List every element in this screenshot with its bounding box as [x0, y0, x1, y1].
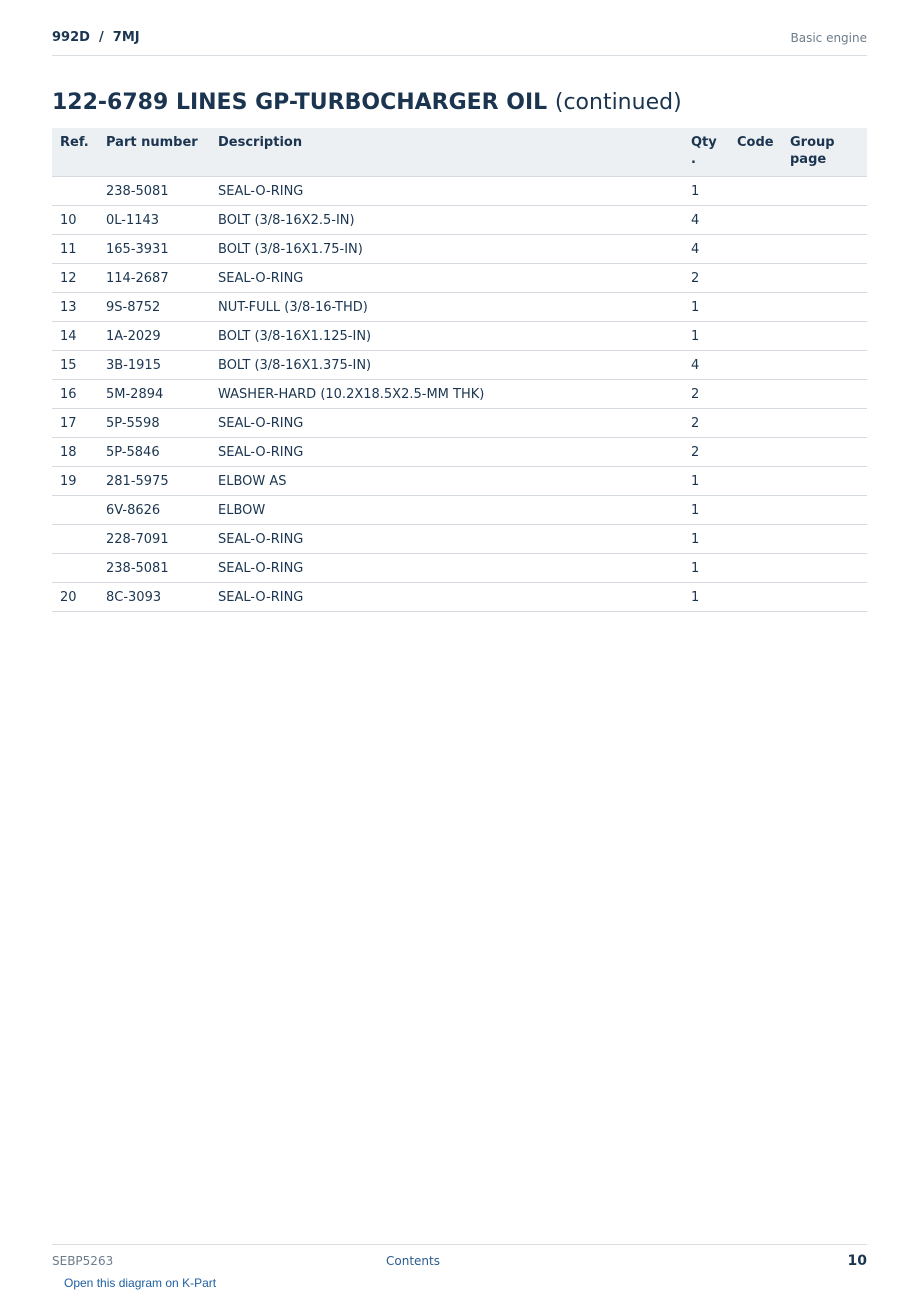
description-cell: BOLT (3/8-16X1.75-IN)	[210, 235, 683, 264]
description-cell: SEAL-O-RING	[210, 583, 683, 612]
qty-cell: 1	[683, 177, 729, 206]
group-page-cell	[782, 351, 867, 380]
col-header-group-page	[782, 128, 867, 177]
qty-header-line-2: .	[691, 152, 696, 167]
code-cell	[729, 554, 782, 583]
description-cell: BOLT (3/8-16X1.375-IN)	[210, 351, 683, 380]
table-row	[52, 525, 867, 554]
code-cell	[729, 409, 782, 438]
ref-cell: 15	[52, 351, 98, 380]
code-cell	[729, 467, 782, 496]
col-header-part-number: Part number	[98, 128, 210, 177]
page-number: 10	[847, 1253, 867, 1269]
parts-table-header	[52, 128, 867, 177]
contents-link[interactable]: Contents	[386, 1254, 440, 1268]
model-label: 992D / 7MJ	[52, 30, 140, 45]
code-cell	[729, 322, 782, 351]
group-header-line-1: Group	[790, 135, 835, 150]
code-cell	[729, 235, 782, 264]
part-number-cell: 238-5081	[98, 554, 210, 583]
group-page-cell	[782, 380, 867, 409]
ref-cell: 12	[52, 264, 98, 293]
code-cell	[729, 525, 782, 554]
table-row	[52, 264, 867, 293]
description-cell: ELBOW AS	[210, 467, 683, 496]
group-page-cell	[782, 322, 867, 351]
header-row	[52, 128, 867, 177]
description-cell: SEAL-O-RING	[210, 177, 683, 206]
description-cell: SEAL-O-RING	[210, 525, 683, 554]
group-page-cell	[782, 583, 867, 612]
description-cell: SEAL-O-RING	[210, 554, 683, 583]
group-page-cell	[782, 525, 867, 554]
group-page-cell	[782, 206, 867, 235]
continued-label: (continued)	[554, 90, 682, 115]
description-cell: SEAL-O-RING	[210, 438, 683, 467]
page-footer	[52, 1244, 867, 1272]
table-row	[52, 351, 867, 380]
ref-cell: 20	[52, 583, 98, 612]
page-header	[52, 28, 867, 56]
col-header-code: Code	[729, 128, 782, 177]
part-number-cell: 0L-1143	[98, 206, 210, 235]
part-number-cell: 238-5081	[98, 177, 210, 206]
part-number-cell: 165-3931	[98, 235, 210, 264]
table-row	[52, 583, 867, 612]
parts-table-body	[52, 177, 867, 612]
qty-cell: 2	[683, 380, 729, 409]
col-header-ref: Ref.	[52, 128, 98, 177]
ref-cell	[52, 496, 98, 525]
table-row	[52, 177, 867, 206]
part-number-cell: 5M-2894	[98, 380, 210, 409]
open-in-kpart-link[interactable]: Open this diagram on K-Part	[64, 1276, 217, 1290]
table-row	[52, 293, 867, 322]
description-cell: SEAL-O-RING	[210, 409, 683, 438]
group-title: 122-6789 LINES GP-TURBOCHARGER OIL	[52, 90, 548, 115]
table-row	[52, 496, 867, 525]
ref-cell: 14	[52, 322, 98, 351]
qty-cell: 1	[683, 525, 729, 554]
code-cell	[729, 380, 782, 409]
code-cell	[729, 206, 782, 235]
description-cell: WASHER-HARD (10.2X18.5X2.5-MM THK)	[210, 380, 683, 409]
ref-cell: 10	[52, 206, 98, 235]
qty-cell: 2	[683, 264, 729, 293]
ref-cell: 17	[52, 409, 98, 438]
col-header-qty	[683, 128, 729, 177]
ref-cell: 19	[52, 467, 98, 496]
table-row	[52, 235, 867, 264]
table-row	[52, 380, 867, 409]
group-page-cell	[782, 438, 867, 467]
ref-cell: 13	[52, 293, 98, 322]
table-row	[52, 206, 867, 235]
description-cell: BOLT (3/8-16X2.5-IN)	[210, 206, 683, 235]
group-header-line-2: page	[790, 152, 827, 167]
qty-cell: 4	[683, 235, 729, 264]
description-cell: BOLT (3/8-16X1.125-IN)	[210, 322, 683, 351]
code-cell	[729, 264, 782, 293]
ref-cell	[52, 554, 98, 583]
part-number-cell: 1A-2029	[98, 322, 210, 351]
code-cell	[729, 177, 782, 206]
col-header-description: Description	[210, 128, 683, 177]
qty-cell: 2	[683, 438, 729, 467]
part-number-cell: 9S-8752	[98, 293, 210, 322]
qty-cell: 1	[683, 293, 729, 322]
part-number-cell: 114-2687	[98, 264, 210, 293]
ref-cell: 16	[52, 380, 98, 409]
code-cell	[729, 293, 782, 322]
qty-cell: 1	[683, 583, 729, 612]
qty-cell: 1	[683, 554, 729, 583]
qty-cell: 4	[683, 351, 729, 380]
group-page-cell	[782, 467, 867, 496]
group-page-cell	[782, 264, 867, 293]
code-cell	[729, 438, 782, 467]
group-page-cell	[782, 177, 867, 206]
section-name: Basic engine	[790, 31, 867, 45]
ref-cell: 11	[52, 235, 98, 264]
part-number-cell: 5P-5846	[98, 438, 210, 467]
code-cell	[729, 496, 782, 525]
table-row	[52, 322, 867, 351]
qty-cell: 1	[683, 496, 729, 525]
table-row	[52, 409, 867, 438]
part-number-cell: 281-5975	[98, 467, 210, 496]
group-page-cell	[782, 409, 867, 438]
page-title	[52, 90, 682, 115]
part-number-cell: 3B-1915	[98, 351, 210, 380]
code-cell	[729, 583, 782, 612]
group-page-cell	[782, 554, 867, 583]
ref-cell	[52, 525, 98, 554]
document-id: SEBP5263	[52, 1254, 114, 1268]
description-cell: ELBOW	[210, 496, 683, 525]
qty-cell: 4	[683, 206, 729, 235]
qty-cell: 2	[683, 409, 729, 438]
ref-cell: 18	[52, 438, 98, 467]
description-cell: SEAL-O-RING	[210, 264, 683, 293]
table-row	[52, 467, 867, 496]
group-page-cell	[782, 496, 867, 525]
group-page-cell	[782, 293, 867, 322]
part-number-cell: 5P-5598	[98, 409, 210, 438]
qty-cell: 1	[683, 322, 729, 351]
ref-cell	[52, 177, 98, 206]
table-row	[52, 554, 867, 583]
qty-cell: 1	[683, 467, 729, 496]
table-row	[52, 438, 867, 467]
parts-table	[52, 128, 867, 612]
qty-header-line-1: Qty	[691, 135, 717, 150]
part-number-cell: 228-7091	[98, 525, 210, 554]
part-number-cell: 8C-3093	[98, 583, 210, 612]
part-number-cell: 6V-8626	[98, 496, 210, 525]
description-cell: NUT-FULL (3/8-16-THD)	[210, 293, 683, 322]
code-cell	[729, 351, 782, 380]
group-page-cell	[782, 235, 867, 264]
